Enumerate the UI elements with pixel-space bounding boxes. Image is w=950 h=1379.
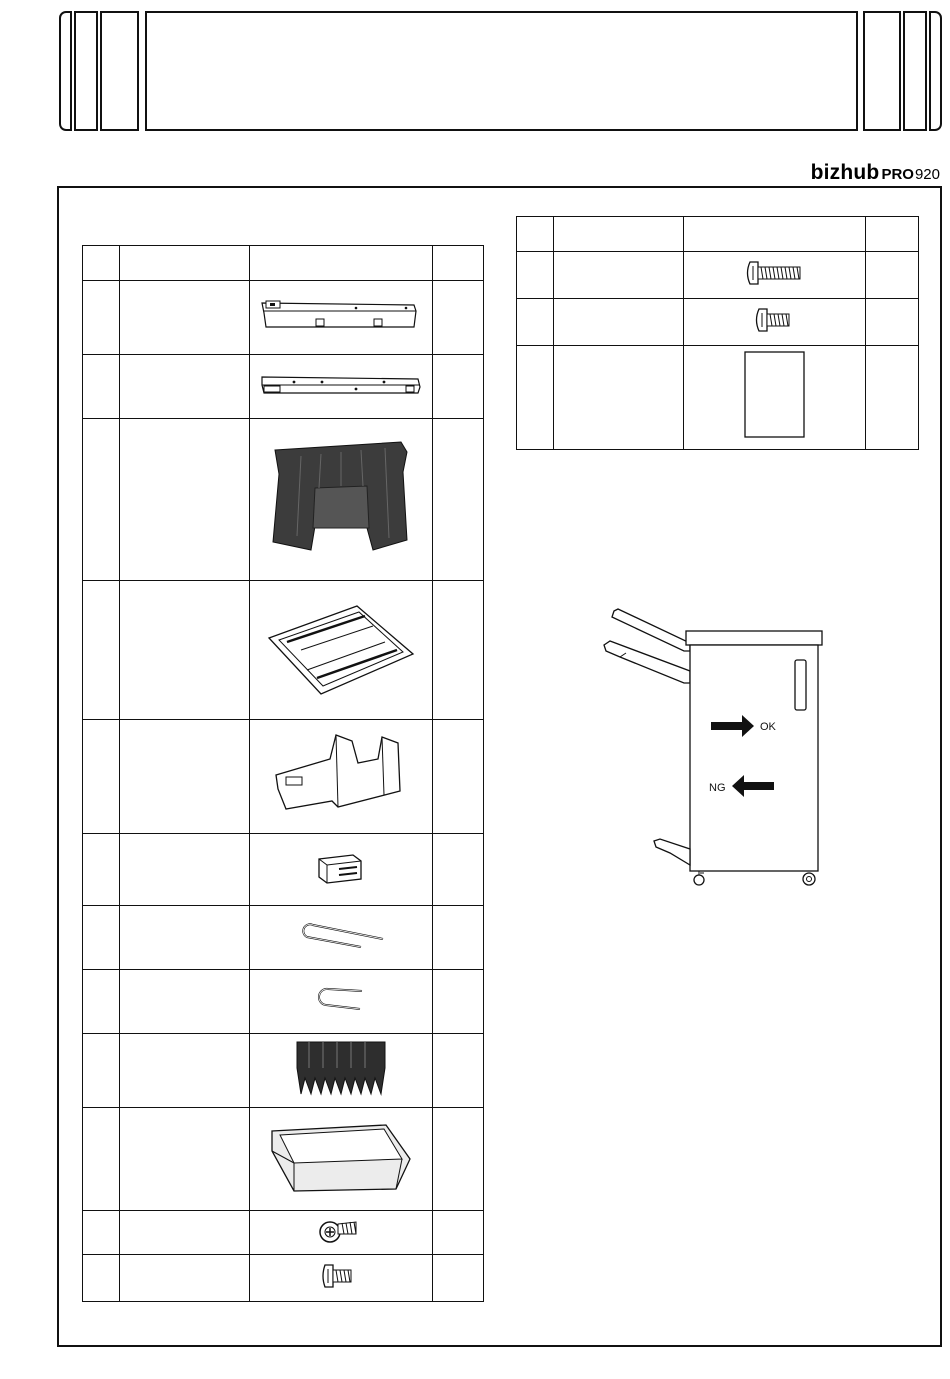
table-row <box>83 419 484 581</box>
manual-sheet-icon <box>744 351 806 439</box>
table-header-row <box>517 217 919 252</box>
table-row <box>83 834 484 906</box>
finisher-diagram <box>600 605 830 895</box>
parts-list-table-left <box>82 245 484 1302</box>
table-row <box>83 1034 484 1108</box>
long-screw-icon <box>744 259 806 287</box>
screw-icon <box>319 1261 363 1291</box>
left-outer-tab <box>59 11 72 131</box>
stopper-icon <box>311 847 371 887</box>
comb-guide-icon <box>293 1038 389 1098</box>
short-screw-icon <box>753 305 797 335</box>
right-inner-tab-2 <box>903 11 927 131</box>
table-row <box>517 299 919 346</box>
table-row <box>517 346 919 450</box>
guide-plate-icon <box>261 598 421 698</box>
table-row <box>83 1255 484 1302</box>
table-row <box>83 720 484 834</box>
table-row <box>83 970 484 1034</box>
lower-output-tray <box>654 839 690 865</box>
table-row <box>83 281 484 355</box>
thumb-screw-icon <box>316 1212 366 1248</box>
table-row <box>83 355 484 419</box>
short-u-pin-icon <box>306 979 376 1019</box>
table-row <box>83 906 484 970</box>
tray-holder-icon <box>266 729 416 819</box>
table-row <box>83 1211 484 1255</box>
upper-output-tray <box>612 609 690 651</box>
rear-caster-icon <box>803 873 815 885</box>
header-title-box <box>145 11 858 131</box>
table-header-row <box>83 246 484 281</box>
parts-list-table-right <box>516 216 919 450</box>
ng-label: NG <box>709 782 726 794</box>
output-tray-icon <box>261 432 421 562</box>
sub-tray-icon <box>266 1117 416 1197</box>
right-inner-tab-1 <box>863 11 901 131</box>
front-caster-icon <box>694 875 704 885</box>
brand-model-number: 920 <box>914 166 940 183</box>
finisher-top-cover <box>686 631 822 645</box>
table-row <box>517 252 919 299</box>
brand-model-prefix: PRO <box>881 166 914 183</box>
table-row <box>83 1108 484 1211</box>
right-outer-tab <box>929 11 942 131</box>
ok-label: OK <box>760 721 776 733</box>
brand-name: bizhub <box>810 161 880 184</box>
rail-bracket-icon <box>256 297 426 333</box>
table-row <box>83 581 484 720</box>
left-inner-tab-1 <box>74 11 98 131</box>
rail-icon <box>256 369 426 399</box>
door-handle <box>795 660 806 710</box>
brand-logo <box>811 161 940 185</box>
long-u-pin-icon <box>291 915 391 955</box>
left-inner-tab-2 <box>100 11 139 131</box>
